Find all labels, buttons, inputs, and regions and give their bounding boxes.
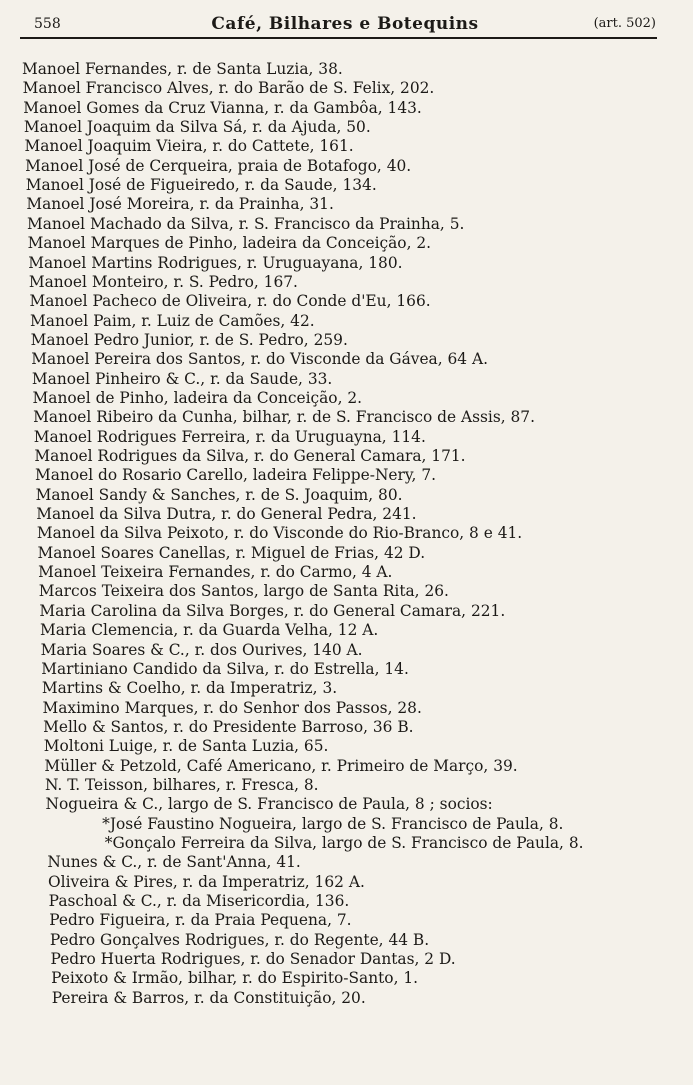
page-header [34, 14, 656, 36]
directory-entry: *Gonçalo Ferreira da Silva, largo de S. Francisco de Paula, 8. [104, 834, 584, 852]
directory-entry: Manoel Rodrigues da Silva, r. do General Camara, 171. [34, 447, 466, 465]
directory-entry: Manoel de Pinho, ladeira da Conceição, 2. [32, 388, 363, 407]
directory-entry: Martiniano Candido da Silva, r. do Estrella, 14. [41, 659, 409, 678]
directory-entry: Pedro Figueira, r. da Praia Pequena, 7. [49, 911, 352, 930]
page-number: 558 [34, 16, 61, 32]
directory-entry: Manoel do Rosario Carello, ladeira Felippe-Nery, 7. [35, 466, 436, 485]
directory-entry: Manoel Joaquim Vieira, r. do Cattete, 161. [24, 137, 354, 156]
directory-entry: Manoel Monteiro, r. S. Pedro, 167. [28, 272, 298, 291]
directory-entry: Nogueira & C., largo de S. Francisco de Paula, 8 ; socios: [45, 795, 493, 814]
directory-entry: Manoel Ribeiro da Cunha, bilhar, r. de S. Francisco de Assis, 87. [33, 408, 535, 427]
directory-entry: Manoel Martins Rodrigues, r. Uruguayana, 180. [28, 253, 403, 272]
directory-entry: Moltoni Luige, r. de Santa Luzia, 65. [43, 737, 329, 756]
directory-entry: Müller & Petzold, Café Americano, r. Primeiro de Março, 39. [44, 756, 518, 775]
directory-entry: Mello & Santos, r. do Presidente Barroso, 36 B. [43, 717, 414, 736]
directory-entry: Manoel Soares Canellas, r. Miguel de Frias, 42 D. [37, 543, 426, 562]
directory-entry: Oliveira & Pires, r. da Imperatriz, 162 A. [48, 872, 365, 891]
directory-entry: Peixoto & Irmão, bilhar, r. do Espirito-Santo, 1. [51, 969, 419, 988]
directory-entry: Pereira & Barros, r. da Constituição, 20. [51, 988, 366, 1007]
directory-entry: Manoel Machado da Silva, r. S. Francisco da Prainha, 5. [26, 214, 465, 233]
directory-entry: Marcos Teixeira dos Santos, largo de Santa Rita, 26. [38, 582, 449, 601]
directory-entry: *José Faustino Nogueira, largo de S. Francisco de Paula, 8. [102, 814, 564, 833]
directory-entry: Manoel Rodrigues Ferreira, r. da Uruguayna, 114. [33, 427, 426, 446]
directory-entry: Martins & Coelho, r. da Imperatriz, 3. [41, 679, 338, 698]
article-reference: (art. 502) [593, 16, 656, 31]
header-rule [20, 37, 657, 39]
directory-entry: Manoel da Silva Peixoto, r. do Visconde do Rio-Branco, 8 e 41. [36, 524, 523, 543]
directory-entry: Manoel Gomes da Cruz Vianna, r. da Gambôa, 143. [23, 98, 422, 117]
page-title: Café, Bilhares e Botequins [211, 14, 479, 34]
directory-entry: Maria Clemencia, r. da Guarda Velha, 12 A. [39, 621, 379, 640]
directory-entry: Paschoal & C., r. da Misericordia, 136. [48, 892, 350, 911]
directory-entry: Manoel Marques de Pinho, ladeira da Conceição, 2. [27, 234, 432, 253]
directory-entry: Manoel Paim, r. Luiz de Camões, 42. [30, 311, 315, 330]
directory-entry: Manoel Teixeira Fernandes, r. do Carmo, 4 A. [38, 563, 393, 582]
directory-entry: Maria Carolina da Silva Borges, r. do General Camara, 221. [39, 601, 506, 620]
directory-entry: Manoel José Moreira, r. da Prainha, 31. [26, 195, 334, 214]
directory-entry: Manoel José de Figueiredo, r. da Saude, 134. [25, 176, 377, 195]
directory-entry: Pedro Gonçalves Rodrigues, r. do Regente, 44 B. [49, 930, 430, 949]
directory-entry: Nunes & C., r. de Sant'Anna, 41. [47, 853, 301, 872]
directory-entry: Manoel da Silva Dutra, r. do General Pedra, 241. [36, 505, 417, 524]
directory-entry: Manoel Sandy & Sanches, r. de S. Joaquim, 80. [35, 485, 403, 504]
directory-entry: Manoel Joaquim da Silva Sá, r. da Ajuda, 50. [23, 118, 371, 137]
directory-entry: Maximino Marques, r. do Senhor dos Passos, 28. [42, 698, 422, 717]
directory-entry: Pedro Huerta Rodrigues, r. do Senador Dantas, 2 D. [50, 950, 456, 969]
directory-entry: Manoel Fernandes, r. de Santa Luzia, 38. [22, 60, 343, 78]
directory-entry: Manoel Francisco Alves, r. do Barão de S. Felix, 202. [22, 79, 435, 98]
directory-entry: N. T. Teisson, bilhares, r. Fresca, 8. [44, 775, 319, 794]
directory-entry: Manoel José de Cerqueira, praia de Botafogo, 40. [25, 156, 412, 175]
directory-entry: Maria Soares & C., r. dos Ourives, 140 A. [40, 640, 363, 659]
directory-entry: Manoel Pedro Junior, r. de S. Pedro, 259. [30, 330, 348, 349]
directory-entry: Manoel Pereira dos Santos, r. do Visconde da Gávea, 64 A. [31, 350, 489, 369]
directory-entry: Manoel Pinheiro & C., r. da Saude, 33. [31, 369, 333, 388]
directory-entry: Manoel Pacheco de Oliveira, r. do Conde d'Eu, 166. [29, 292, 431, 311]
